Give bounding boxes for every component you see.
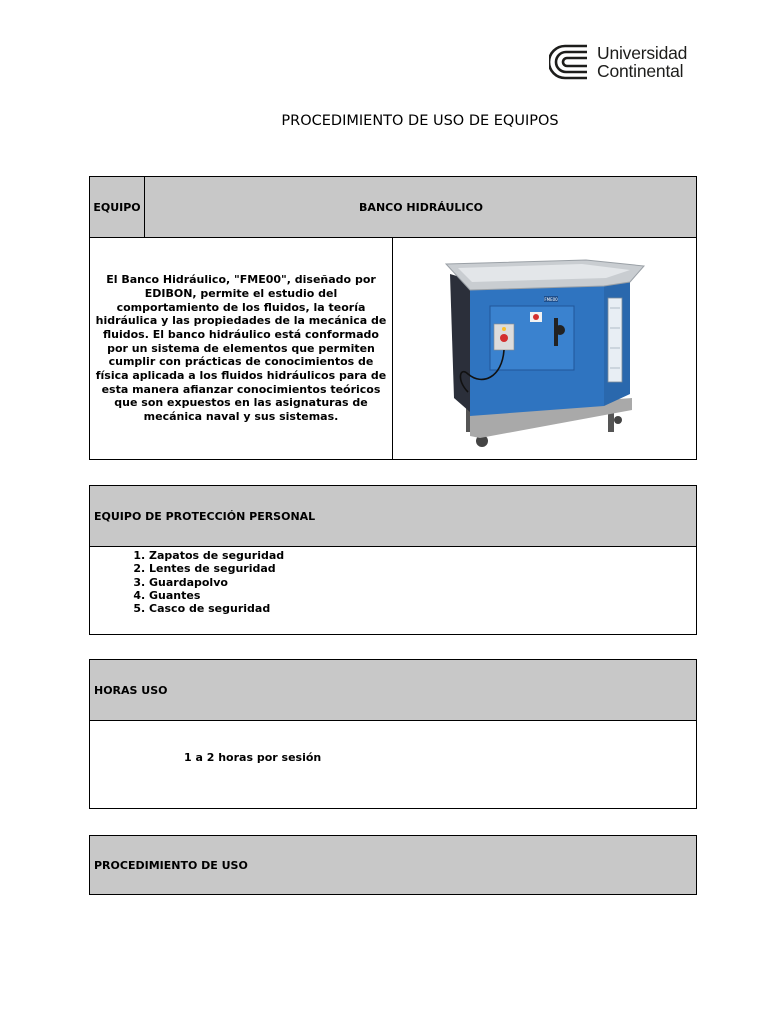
procedure-table xyxy=(89,835,697,895)
logo-line-1: Universidad xyxy=(597,43,688,63)
equipment-description: El Banco Hidráulico, "FME00", diseñado por EDIBON, permite el estudio del comportamiento de los fluidos, la teoría hidráulica y las propiedades de la mecánica de fluidos. El banco hidráulico está conformado por un sistema de elementos que permiten cumplir con prácticas de conocimientos de física aplicada a los fluidos hidráulicos para de esta manera afianzar conocimientos teóricos que son expuestos en las asignaturas de mecánica naval y sus sistemas. xyxy=(95,273,387,424)
equipment-label: EQUIPO xyxy=(90,177,145,237)
university-continental-logo-icon xyxy=(549,44,591,80)
logo-text xyxy=(597,44,687,80)
logo-line-2: Continental xyxy=(597,61,684,81)
ppe-header: EQUIPO DE PROTECCIÓN PERSONAL xyxy=(90,486,696,547)
procedure-header: PROCEDIMIENTO DE USO xyxy=(90,836,696,894)
university-logo xyxy=(549,44,687,80)
document-title: PROCEDIMIENTO DE USO DE EQUIPOS xyxy=(281,113,559,129)
hydraulic-bench-image xyxy=(394,238,696,459)
ppe-list xyxy=(90,549,696,615)
hours-table xyxy=(89,659,697,809)
equipment-table xyxy=(89,176,697,460)
equipment-header-row xyxy=(90,177,696,238)
list-item: 1. Zapatos de seguridad xyxy=(149,549,696,562)
hours-value: 1 a 2 horas por sesión xyxy=(184,751,322,764)
ppe-table xyxy=(89,485,697,635)
equipment-photo-cell xyxy=(394,238,696,459)
image-model-label: FME00 xyxy=(544,297,558,302)
list-item: 4. Guantes xyxy=(149,589,696,602)
list-item: 3. Guardapolvo xyxy=(149,576,696,589)
list-item: 5. Casco de seguridad xyxy=(149,602,696,615)
hours-header: HORAS USO xyxy=(90,660,696,721)
list-item: 2. Lentes de seguridad xyxy=(149,562,696,575)
equipment-name: BANCO HIDRÁULICO xyxy=(359,200,483,214)
equipment-description-cell xyxy=(90,238,393,459)
